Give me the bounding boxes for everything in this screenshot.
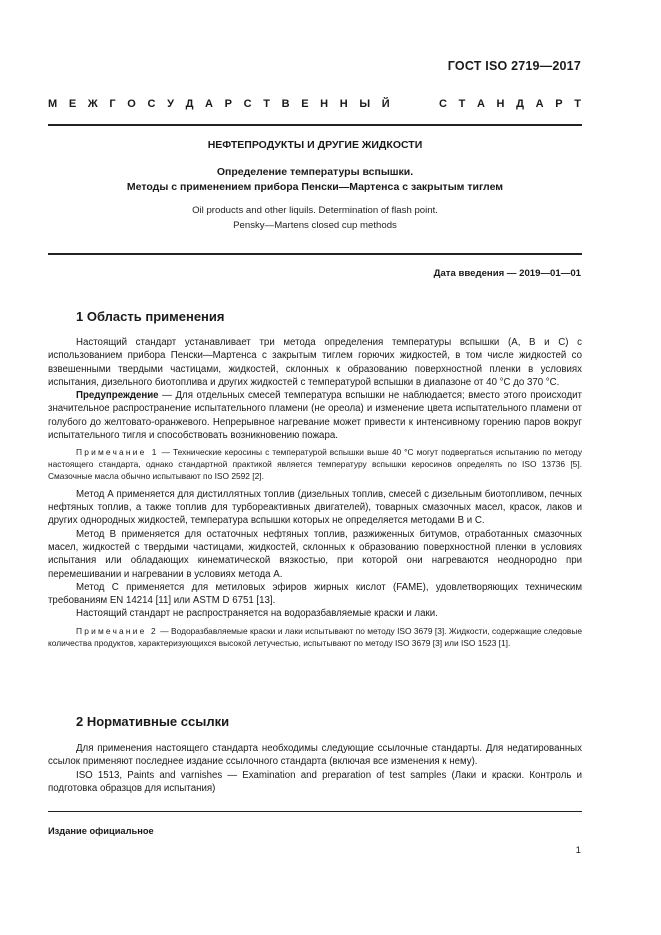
note-2-label: Примечание 2 [76, 625, 158, 636]
note-2 [48, 626, 582, 650]
banner-letter: М [48, 98, 58, 110]
note-1 [48, 447, 582, 482]
banner-letter: В [281, 98, 290, 110]
banner-letter: С [438, 98, 447, 110]
warning-paragraph [48, 389, 582, 442]
banner-letter: Е [301, 98, 309, 110]
banner-letter: Н [496, 98, 505, 110]
banner-letter: Ы [359, 98, 371, 110]
banner-letter: А [476, 98, 485, 110]
warning-text: — Для отдельных смесей температура вспышки не наблюдается; вместо этого происходит значительное распространение испытательного пламени (не ореола) и изменение цвета испытательного пламени от голубого до желтовато-оранжевого. Непрерывное нагревание может привести к интенсивному горению паров вокруг испытательного тигля и способствовать возникновению пожара. [48, 390, 582, 442]
banner-letter: С [147, 98, 156, 110]
section-1-heading: 1 Область применения [76, 309, 225, 324]
document-code: ГОСТ ISO 2719—2017 [447, 59, 581, 73]
method-b-paragraph: Метод В применяется для остаточных нефтяных топлив, разжиженных битумов, отработанных смазочных масел, жидкостей с твердыми частицами, жидкостей, склонных к образованию поверхностной пленки в условиях испытания или обладающих кинематической вязкостью, при которой они нагреваются неоднородно при перемешивании и нагревании в условиях метода А. [48, 528, 582, 580]
normative-reference-iso1513: ISO 1513, Paints and varnishes — Examination and preparation of test samples (Лаки и краски. Контроль и подготовка образцов для испытания) [48, 769, 582, 794]
english-title-line-2: Pensky—Martens closed cup methods [233, 220, 397, 231]
page-number: 1 [575, 845, 581, 856]
banner-letter: Н [339, 98, 348, 110]
banner-letter: А [535, 98, 544, 110]
banner-letter: Ж [87, 98, 98, 110]
header-divider [48, 124, 582, 126]
title-divider [48, 253, 582, 255]
section-2-body [48, 742, 582, 795]
banner-letter: Й [381, 98, 390, 110]
section-2-heading: 2 Нормативные ссылки [76, 714, 230, 729]
banner-letter: Д [185, 98, 194, 110]
banner-letter: У [167, 98, 174, 110]
banner-letter: Н [320, 98, 329, 110]
note-1-label: Примечание 1 [76, 447, 159, 458]
scope-paragraph: Настоящий стандарт устанавливает три метода определения температуры вспышки (А, В и С) с использованием прибора Пенски—Мартенса с закрытым тиглем горючих жидкостей, в том числе жидкостей со взвешенными твердыми частицами, жидкостей, склонных к образованию поверхностной пленки в условиях испытания, дизельного биотоплива и других жидкостей с температурой вспышки в диапазоне от 40 °С до 370 °С. [48, 337, 582, 388]
banner-letter: А [205, 98, 213, 110]
method-c-paragraph: Метод С применяется для метиловых эфиров жирных кислот (FAME), удовлетворяющих техническим требованиям EN 14214 [11] или ASTM D 6751 [13]. [48, 581, 582, 607]
banner-letter: С [243, 98, 252, 110]
english-title [48, 203, 582, 233]
banner-letter: Р [224, 98, 232, 110]
method-a-paragraph: Метод А применяется для дистиллятных топлив (дизельных топлив, смесей с дизельным биотопливом, печных нефтяных топлив, а также топлив для турбореактивных двигателей), товарных смазочных масел, красок, лаков и других однородных жидкостей, температура вспышки которых не определяется методами В и С. [48, 488, 582, 527]
banner-letter: Т [263, 98, 270, 110]
footer-divider [48, 811, 582, 812]
normative-intro-paragraph: Для применения настоящего стандарта необходимы следующие ссылочные стандарты. Для недатированных ссылок применяют последнее издание ссылочного стандарта (включая все изменения к нему). [48, 743, 582, 768]
document-title: НЕФТЕПРОДУКТЫ И ДРУГИЕ ЖИДКОСТИ [207, 139, 423, 151]
banner-letter: О [127, 98, 136, 110]
banner-word-gap [401, 98, 427, 110]
warning-label: Предупреждение [76, 390, 159, 402]
banner-letter: Е [68, 98, 77, 110]
banner-letter: Д [516, 98, 524, 110]
section-1-body [48, 336, 582, 654]
note-2-text: — Водоразбавляемые краски и лаки испытывают по методу ISO 3679 [3]. Жидкости, содержащие следовые количества продуктов, характеризующихся высокой летучестью, испытывают по методу ISO 3679 [3] или ISO 1523 [1]. [48, 625, 583, 648]
banner-letter: Р [555, 98, 563, 110]
introduction-date: Дата введения — 2019—01—01 [433, 268, 581, 279]
banner-letter: Г [109, 98, 116, 110]
scope-exclusion-paragraph: Настоящий стандарт не распространяется на водоразбавляемые краски и лаки. [76, 608, 438, 620]
banner-letter: Т [458, 98, 466, 110]
interstate-standard-banner [48, 98, 581, 110]
subtitle-line-1: Определение температуры вспышки. [216, 166, 414, 178]
document-subtitle [48, 165, 582, 195]
note-1-text: — Технические керосины с температурой вспышки выше 40 °С могут подвергаться испытанию по методу настоящего стандарта, однако стандартной практикой является температуру вспышки керосинов определять по ISO 13736 [5]. Смазочные масла обычно испытывают по ISO 2592 [2]. [48, 447, 583, 481]
english-title-line-1: Oil products and other liquils. Determination of flash point. [192, 205, 438, 216]
official-edition-label: Издание официальное [48, 826, 154, 836]
banner-letter: Т [574, 98, 581, 110]
subtitle-line-2: Методы с применением прибора Пенски—Мартенса с закрытым тиглем [126, 181, 504, 193]
